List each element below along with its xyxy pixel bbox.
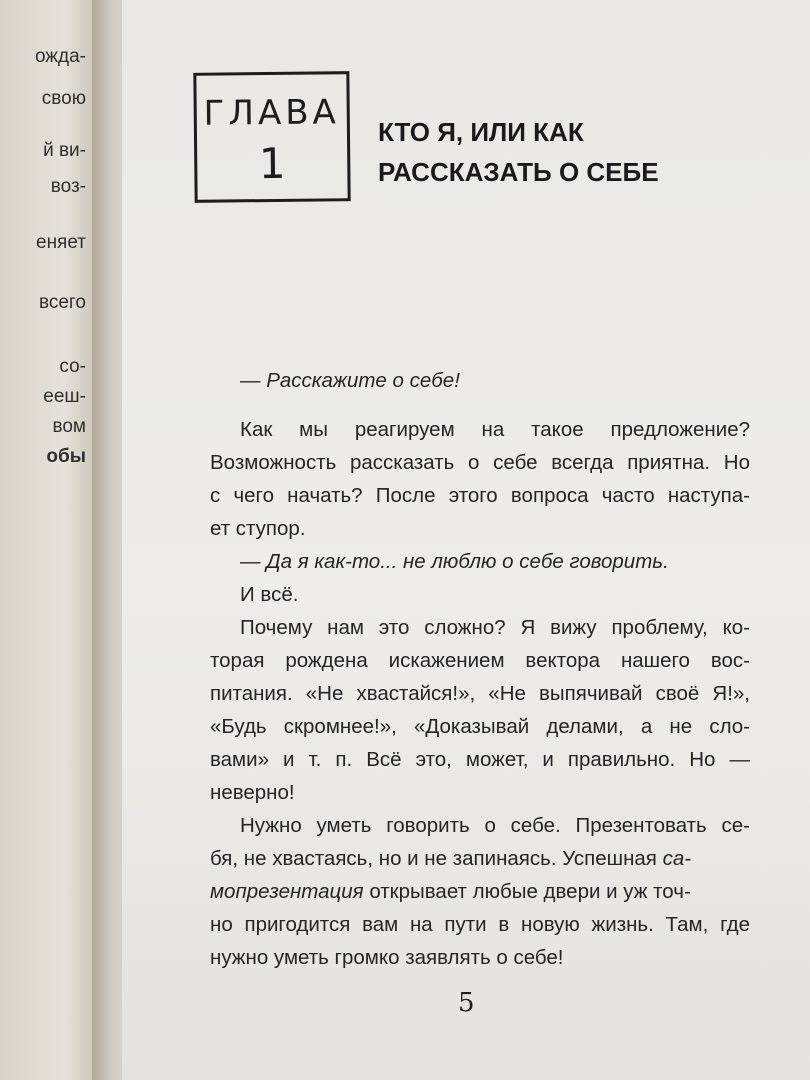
text-line (210, 842, 750, 875)
left-page-fragment: вом (52, 416, 86, 437)
text-line: но пригодится вам на пути в новую жизнь. Там, где (210, 913, 750, 936)
left-page-fragment: обы (46, 446, 86, 467)
text-line: торая рождена искажением вектора нашего вос- (210, 649, 750, 672)
left-page-fragment: свою (41, 88, 86, 109)
chapter-body (210, 364, 750, 974)
chapter-number: 1 (258, 138, 286, 189)
text-line: И всё. (240, 583, 299, 606)
chapter-label: ГЛАВА (203, 92, 341, 134)
dialogue-quote: — Да я как-то... не люблю о себе говорить. (240, 550, 669, 573)
text-line: вами» и т. п. Всё это, может, и правильно. Но — (210, 748, 750, 771)
left-page-fragment: воз- (50, 176, 86, 197)
text-segment: бя, не хвастаясь, но и не запинаясь. Успешная (210, 847, 663, 870)
left-page (0, 0, 92, 1080)
chapter-title-line: РАССКАЗАТЬ О СЕБЕ (378, 157, 659, 187)
chapter-box (193, 71, 350, 203)
left-page-fragment: еняет (36, 232, 86, 253)
text-line: Возможность рассказать о себе всегда приятна. Но (210, 451, 750, 474)
epigraph: — Расскажите о себе! (240, 369, 460, 392)
text-line: с чего начать? После этого вопроса часто наступа- (210, 484, 750, 507)
chapter-title-line: КТО Я, ИЛИ КАК (378, 117, 584, 147)
text-line: неверно! (210, 781, 295, 804)
italic-term: мопрезентация (210, 880, 364, 903)
text-line: нужно уметь громко заявлять о себе! (210, 946, 564, 969)
left-page-fragment: всего (38, 292, 86, 313)
italic-term: са- (662, 847, 692, 870)
text-line: Как мы реагируем на такое предложение? (240, 418, 750, 441)
text-line: ет ступор. (210, 517, 306, 540)
chapter-title (378, 112, 798, 192)
left-page-fragment: ожда- (34, 46, 86, 67)
text-line (210, 875, 750, 908)
text-line: Почему нам это сложно? Я вижу проблему, ко- (240, 616, 750, 639)
text-line: Нужно уметь говорить о себе. Презентовать се- (240, 814, 750, 837)
left-page-fragment: й ви- (43, 140, 86, 161)
page-number: 5 (458, 988, 475, 1018)
text-line: «Будь скромнее!», «Доказывай делами, а не сло- (210, 715, 750, 738)
text-segment: открывает любые двери и уж точ- (363, 880, 691, 903)
left-page-fragment: ееш- (43, 386, 86, 407)
right-page (122, 0, 810, 1080)
left-page-fragment: со- (59, 356, 86, 377)
text-line: питания. «Не хвастайся!», «Не выпячивай своё Я!», (210, 682, 750, 705)
